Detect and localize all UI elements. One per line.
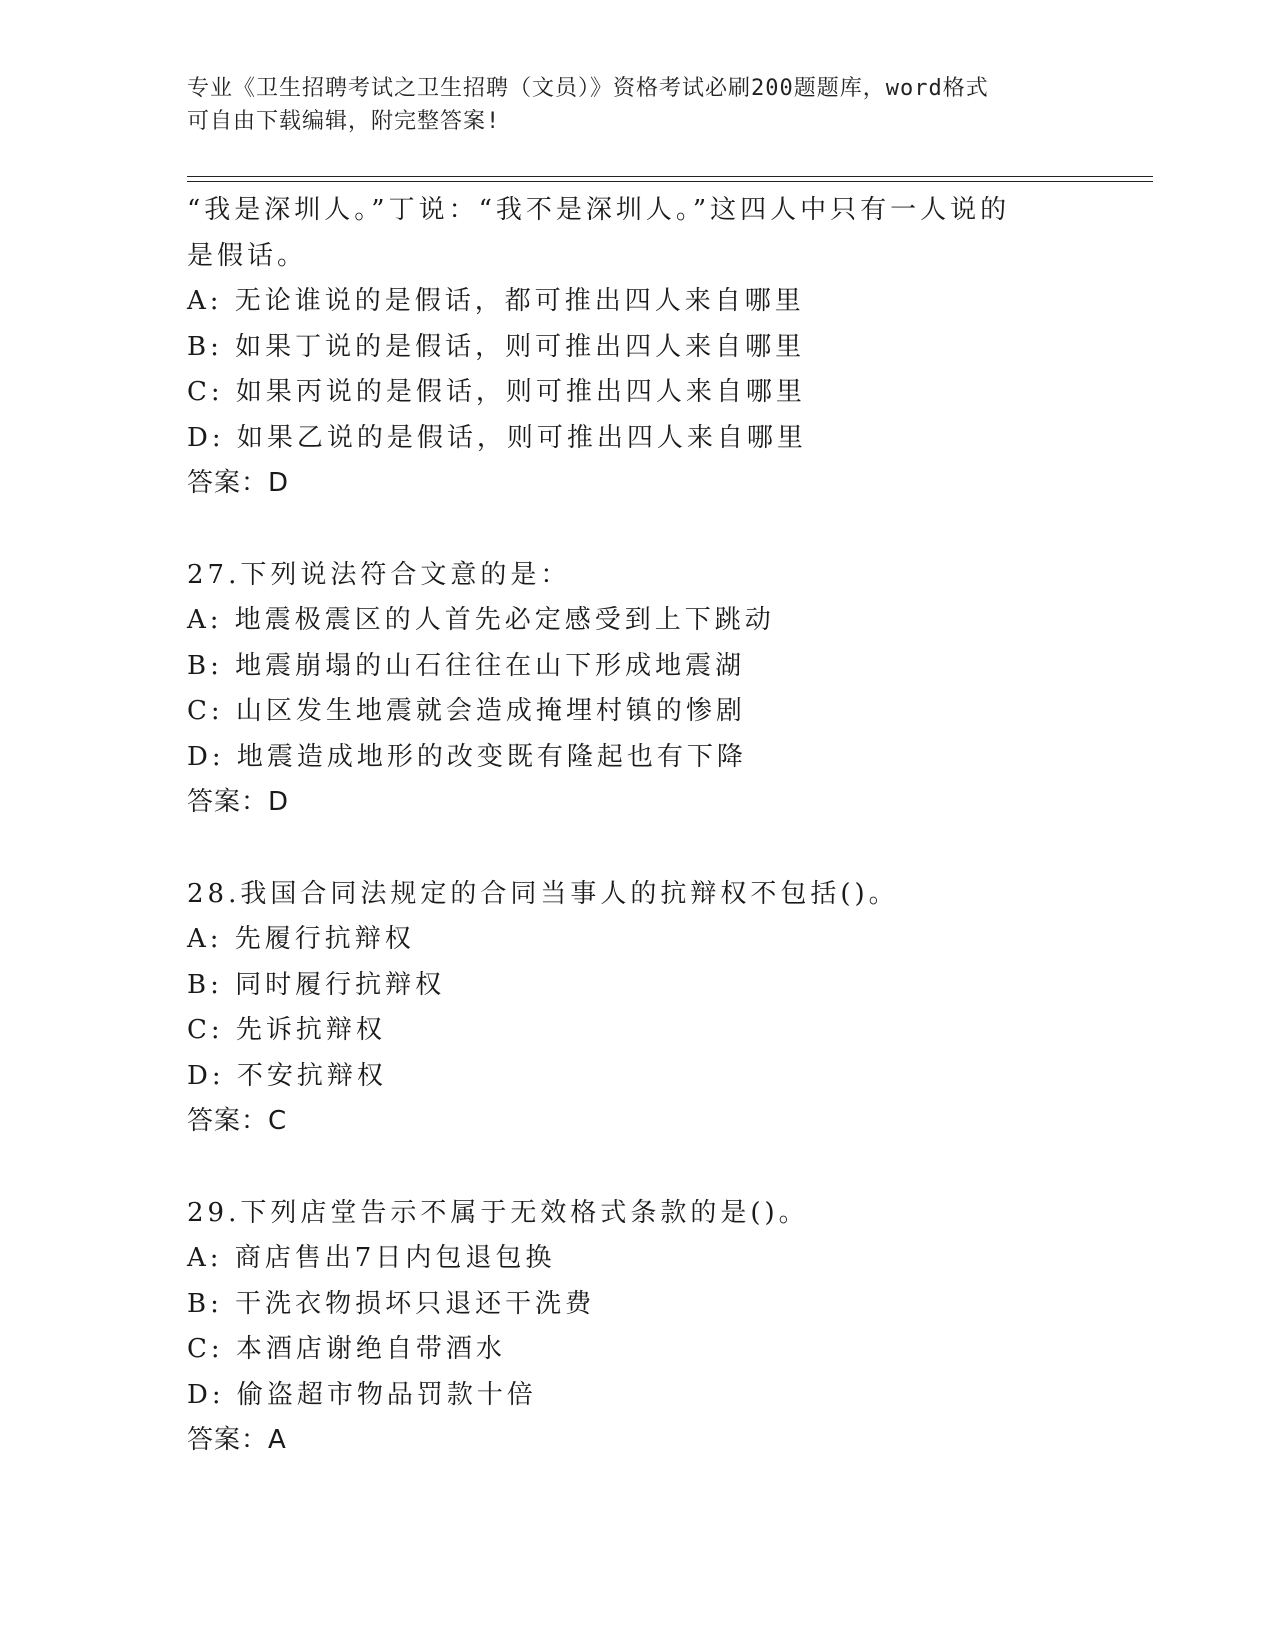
question-list (187, 188, 1147, 1464)
header-divider-top (187, 176, 1153, 177)
option-a: A: 先履行抗辩权 (187, 924, 415, 954)
option-b: B: 如果丁说的是假话，则可推出四人来自哪里 (187, 331, 806, 362)
question-text: 29.下列店堂告示不属于无效格式条款的是()。 (187, 1197, 809, 1228)
option-a: A: 地震极震区的人首先必定感受到上下跳动 (187, 605, 775, 635)
question-block-28 (187, 872, 1147, 1145)
question-text: “我是深圳人。”丁说：“我不是深圳人。”这四人中只有一人说的 (187, 195, 1011, 225)
spacer (187, 826, 1147, 872)
option-a: A: 无论谁说的是假话，都可推出四人来自哪里 (187, 286, 805, 316)
option-c: C: 如果丙说的是假话，则可推出四人来自哪里 (187, 377, 806, 407)
answer-label: 答案：C (187, 1106, 288, 1136)
option-c: C: 本酒店谢绝自带酒水 (187, 1334, 506, 1364)
option-b: B: 地震崩塌的山石往往在山下形成地震湖 (187, 650, 746, 681)
question-text: 是假话。 (187, 240, 308, 271)
option-d: D: 地震造成地形的改变既有隆起也有下降 (187, 741, 747, 772)
option-b: B: 干洗衣物损坏只退还干洗费 (187, 1288, 596, 1319)
option-c: C: 山区发生地震就会造成掩埋村镇的惨剧 (187, 696, 746, 726)
question-block-27 (187, 553, 1147, 826)
answer-label: 答案：D (187, 468, 290, 498)
answer-label: 答案：A (187, 1425, 287, 1455)
option-d: D: 偷盗超市物品罚款十倍 (187, 1379, 537, 1410)
spacer (187, 507, 1147, 553)
document-header (187, 72, 1087, 138)
option-c: C: 先诉抗辩权 (187, 1015, 386, 1045)
answer-label: 答案：D (187, 787, 290, 817)
header-line-2: 可自由下载编辑，附完整答案! (187, 109, 501, 134)
question-block-continued (187, 188, 1147, 507)
option-a: A: 商店售出7日内包退包换 (187, 1243, 556, 1273)
option-d: D: 如果乙说的是假话，则可推出四人来自哪里 (187, 422, 807, 453)
option-d: D: 不安抗辩权 (187, 1060, 387, 1091)
option-b: B: 同时履行抗辩权 (187, 969, 446, 1000)
header-line-1: 专业《卫生招聘考试之卫生招聘（文员）》资格考试必刷200题题库，word格式 (187, 76, 989, 101)
question-text: 28.我国合同法规定的合同当事人的抗辩权不包括()。 (187, 878, 899, 909)
question-text: 27.下列说法符合文意的是： (187, 559, 571, 590)
spacer (187, 1145, 1147, 1191)
header-divider-bottom (187, 181, 1153, 182)
question-block-29 (187, 1191, 1147, 1464)
